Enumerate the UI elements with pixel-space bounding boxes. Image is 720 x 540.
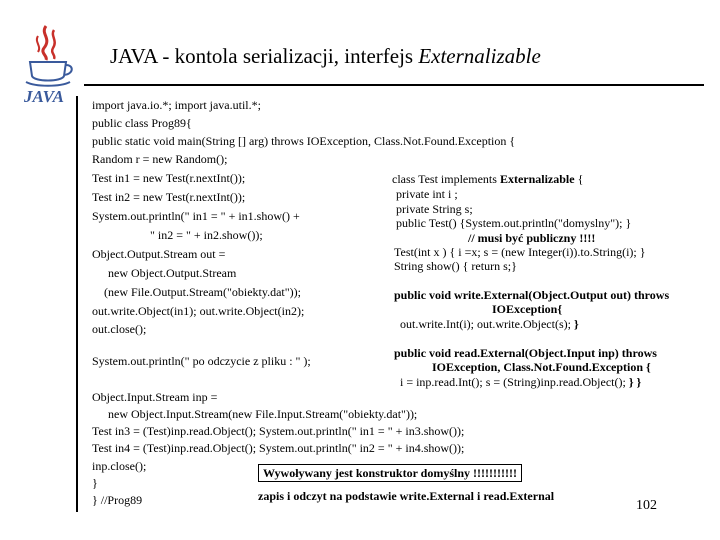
code-line: Random r = new Random(); (92, 152, 228, 166)
code-text: } } (628, 375, 642, 389)
code-line: public void write.External(Object.Output out) throws (394, 288, 670, 302)
code-line: " in2 = " + in2.show()); (150, 228, 263, 242)
code-line: } (92, 476, 98, 490)
code-keyword: Externalizable (499, 172, 575, 186)
code-line: } //Prog89 (92, 493, 143, 507)
summary-note: zapis i odczyt na podstawie write.External i read.External (258, 489, 555, 503)
slide-title-plain: JAVA - kontola serializacji, interfejs (110, 44, 419, 68)
code-line: (new File.Output.Stream("obiekty.dat")); (104, 285, 301, 299)
code-line: import java.io.*; import java.util.*; (92, 98, 261, 112)
code-comment: // musi być publiczny !!!! (468, 231, 596, 245)
code-line: private int i ; (396, 187, 458, 201)
code-line: private String s; (396, 202, 473, 216)
code-line: out.close(); (92, 322, 147, 336)
code-line: IOException, Class.Not.Found.Exception { (432, 360, 651, 374)
code-line: String show() { return s;} (394, 259, 517, 273)
code-text: class Test implements (392, 172, 500, 186)
code-line: public void read.External(Object.Input inp) throws (394, 346, 657, 360)
code-line: public Test() {System.out.println("domyslny"); } (396, 216, 632, 230)
code-line: public class Prog89{ (92, 116, 192, 130)
constructor-note-box: Wywoływany jest konstruktor domyślny !!!!!!!!!!! (258, 464, 522, 482)
code-text: { (574, 172, 584, 186)
code-line: new Object.Input.Stream(new File.Input.Stream("obiekty.dat")); (108, 407, 418, 421)
code-line: Test(int x ) { i =x; s = (new Integer(i)).to.String(i); } (394, 245, 646, 259)
code-line: Test in1 = new Test(r.nextInt()); (92, 171, 246, 185)
left-divider (76, 96, 78, 512)
code-line (400, 317, 579, 331)
title-divider (84, 84, 704, 86)
code-line: Test in2 = new Test(r.nextInt()); (92, 190, 246, 204)
code-line: new Object.Output.Stream (108, 266, 237, 280)
code-line (392, 172, 583, 186)
code-line: Test in3 = (Test)inp.read.Object(); System.out.println(" in1 = " + in3.show()); (92, 424, 465, 438)
code-line: Object.Output.Stream out = (92, 247, 226, 261)
code-text: i = inp.read.Int(); s = (String)inp.read.Object(); (400, 375, 629, 389)
slide-title (110, 44, 541, 69)
code-line: System.out.println(" in1 = " + in1.show() + (92, 209, 300, 223)
code-line: IOException{ (492, 302, 563, 316)
code-text: out.write.Int(i); out.write.Object(s); (400, 317, 574, 331)
page-number: 102 (636, 498, 657, 513)
code-line: System.out.println(" po odczycie z pliku : " ); (92, 354, 311, 368)
code-line: Test in4 = (Test)inp.read.Object(); System.out.println(" in2 = " + in4.show()); (92, 441, 465, 455)
code-line: Object.Input.Stream inp = (92, 390, 218, 404)
code-line: out.write.Object(in1); out.write.Object(in2); (92, 304, 305, 318)
java-logo-text: JAVA (24, 87, 64, 106)
code-text: } (573, 317, 579, 331)
code-line: public static void main(String [] arg) throws IOException, Class.Not.Found.Exception { (92, 134, 516, 148)
slide-title-emphasis: Externalizable (418, 44, 541, 68)
code-line: inp.close(); (92, 459, 147, 473)
java-logo-icon (22, 22, 78, 108)
code-line (400, 375, 641, 389)
